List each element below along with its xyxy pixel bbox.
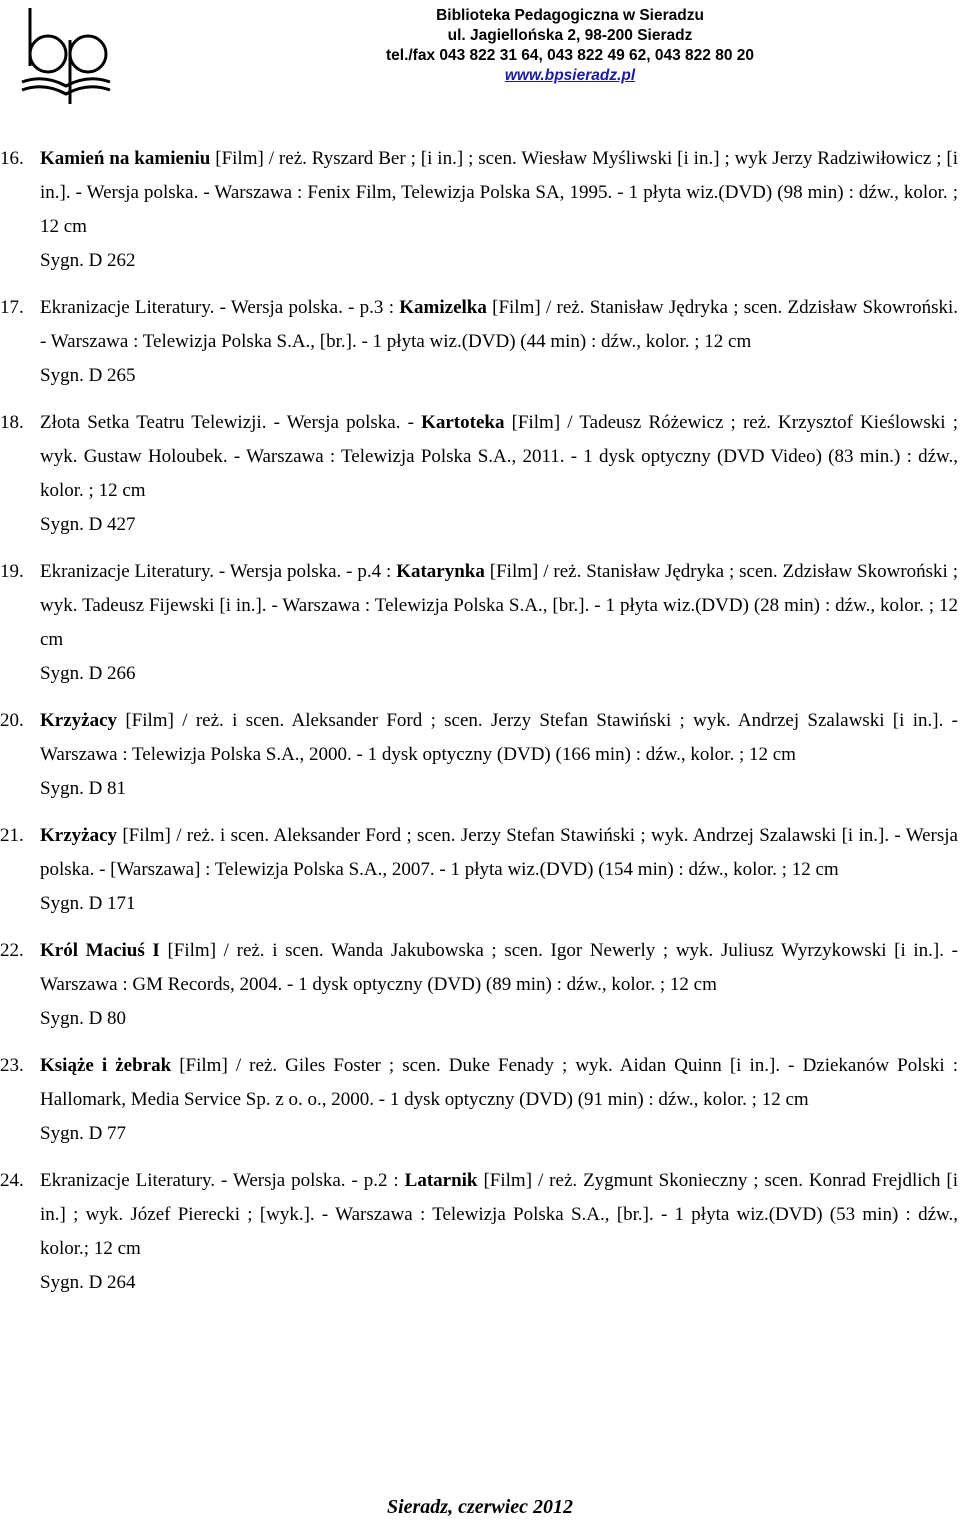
entry-title: Kamizelka [399,297,487,318]
entry-title: Krzyżacy [40,710,118,731]
entry-number: 19. [0,561,24,582]
entry-number: 21. [0,825,24,846]
entry-shelfmark: Sygn. D 77 [40,1123,127,1144]
entry-shelfmark: Sygn. D 266 [40,663,136,684]
catalog-entry [0,1049,960,1151]
entry-title: Kamień na kamieniu [40,148,211,169]
entry-number: 16. [0,148,24,169]
footer-place-date: Sieradz, czerwiec 2012 [386,1496,574,1518]
entry-description: [Film] / reż. Giles Foster ; scen. Duke Fenady ; wyk. Aidan Quinn [i in.]. - Dziekanów Polski : Hallomark, Media Service Sp. z o. o., 2000. - 1 dysk optyczny (DVD) (91 min) : dźw., kolor. ; 12 cm [40,1055,958,1110]
catalog-entry [0,704,960,806]
entry-shelfmark: Sygn. D 264 [40,1272,136,1293]
library-website-link[interactable]: www.bpsieradz.pl [504,67,636,84]
library-logo [10,4,122,116]
entry-title: Kartoteka [421,412,505,433]
entry-title: Katarynka [396,561,485,582]
library-header [250,6,890,86]
entry-shelfmark: Sygn. D 80 [40,1008,127,1029]
catalog-entry [0,406,960,542]
entry-shelfmark: Sygn. D 81 [40,778,127,799]
entry-description: [Film] / reż. i scen. Aleksander Ford ; scen. Jerzy Stefan Stawiński ; wyk. Andrzej Szalawski [i in.]. - Warszawa : Telewizja Polska S.A., 2000. - 1 dysk optyczny (DVD) (166 min) : dźw., kolor. ; 12 cm [40,710,958,765]
entry-number: 17. [0,297,24,318]
entry-number: 22. [0,940,24,961]
entry-title: Krzyżacy [40,825,118,846]
entry-description: [Film] / reż. Stanisław Jędryka ; scen. Zdzisław Skowroński. - Warszawa : Telewizja Polska S.A., [br.]. - 1 płyta wiz.(DVD) (44 min) : dźw., kolor. ; 12 cm [40,297,958,352]
entry-description: [Film] / reż. Zygmunt Skonieczny ; scen. Konrad Frejdlich [i in.] ; wyk. Józef Pierecki ; [wyk.]. - Warszawa : Telewizja Polska S.A., [br.]. - 1 płyta wiz.(DVD) (53 min) : dźw., kolor.; 12 cm [40,1170,959,1259]
entry-series: Ekranizacje Literatury. - Wersja polska. - p.4 : [40,561,397,582]
entry-number: 18. [0,412,24,433]
library-name: Biblioteka Pedagogiczna w Sieradzu [436,7,704,24]
entry-description: [Film] / reż. Ryszard Ber ; [i in.] ; scen. Wiesław Myśliwski [i in.] ; wyk Jerzy Radziwiłowicz ; [i in.]. - Wersja polska. - Warszawa : Fenix Film, Telewizja Polska SA, 1995. - 1 płyta wiz.(DVD) (98 min) : dźw., kolor. ; 12 cm [40,148,958,237]
entry-number: 23. [0,1055,24,1076]
entry-series: Ekranizacje Literatury. - Wersja polska. - p.3 : [40,297,400,318]
entry-shelfmark: Sygn. D 427 [40,514,136,535]
entry-title: Książe i żebrak [40,1055,172,1076]
entry-series: Złota Setka Teatru Telewizji. - Wersja polska. - [40,412,422,433]
entry-number: 24. [0,1170,24,1191]
library-phone: tel./fax 043 822 31 64, 043 822 49 62, 043 822 80 20 [385,47,754,64]
catalog-entry [0,934,960,1036]
entry-shelfmark: Sygn. D 171 [40,893,136,914]
entry-description: [Film] / Tadeusz Różewicz ; reż. Krzysztof Kieślowski ; wyk. Gustaw Holoubek. - Warszawa : Telewizja Polska S.A., 2011. - 1 dysk optyczny (DVD Video) (83 min.) : dźw., kolor. ; 12 cm [40,412,958,501]
catalog-entry [0,291,960,393]
entry-shelfmark: Sygn. D 265 [40,365,136,386]
catalog-entry [0,142,960,278]
entry-number: 20. [0,710,24,731]
library-address: ul. Jagiellońska 2, 98-200 Sieradz [447,27,693,44]
entry-title: Król Maciuś I [40,940,160,961]
entry-description: [Film] / reż. i scen. Aleksander Ford ; scen. Jerzy Stefan Stawiński ; wyk. Andrzej Szalawski [i in.]. - Wersja polska. - [Warszawa] : Telewizja Polska S.A., 2007. - 1 płyta wiz.(DVD) (154 min) : dźw., kolor. ; 12 cm [40,825,958,880]
entry-description: [Film] / reż. i scen. Wanda Jakubowska ; scen. Igor Newerly ; wyk. Juliusz Wyrzykowski [i in.]. - Warszawa : GM Records, 2004. - 1 dysk optyczny (DVD) (89 min) : dźw., kolor. ; 12 cm [40,940,958,995]
catalog-entry [0,555,960,691]
entry-title: Latarnik [404,1170,478,1191]
entry-description: [Film] / reż. Stanisław Jędryka ; scen. Zdzisław Skowroński ; wyk. Tadeusz Fijewski [i in.]. - Warszawa : Telewizja Polska S.A., [br.]. - 1 płyta wiz.(DVD) (28 min) : dźw., kolor. ; 12 cm [40,561,958,650]
catalog-list [0,142,960,1313]
entry-shelfmark: Sygn. D 262 [40,250,136,271]
catalog-entry [0,1164,960,1300]
entry-series: Ekranizacje Literatury. - Wersja polska. - p.2 : [40,1170,405,1191]
catalog-entry [0,819,960,921]
